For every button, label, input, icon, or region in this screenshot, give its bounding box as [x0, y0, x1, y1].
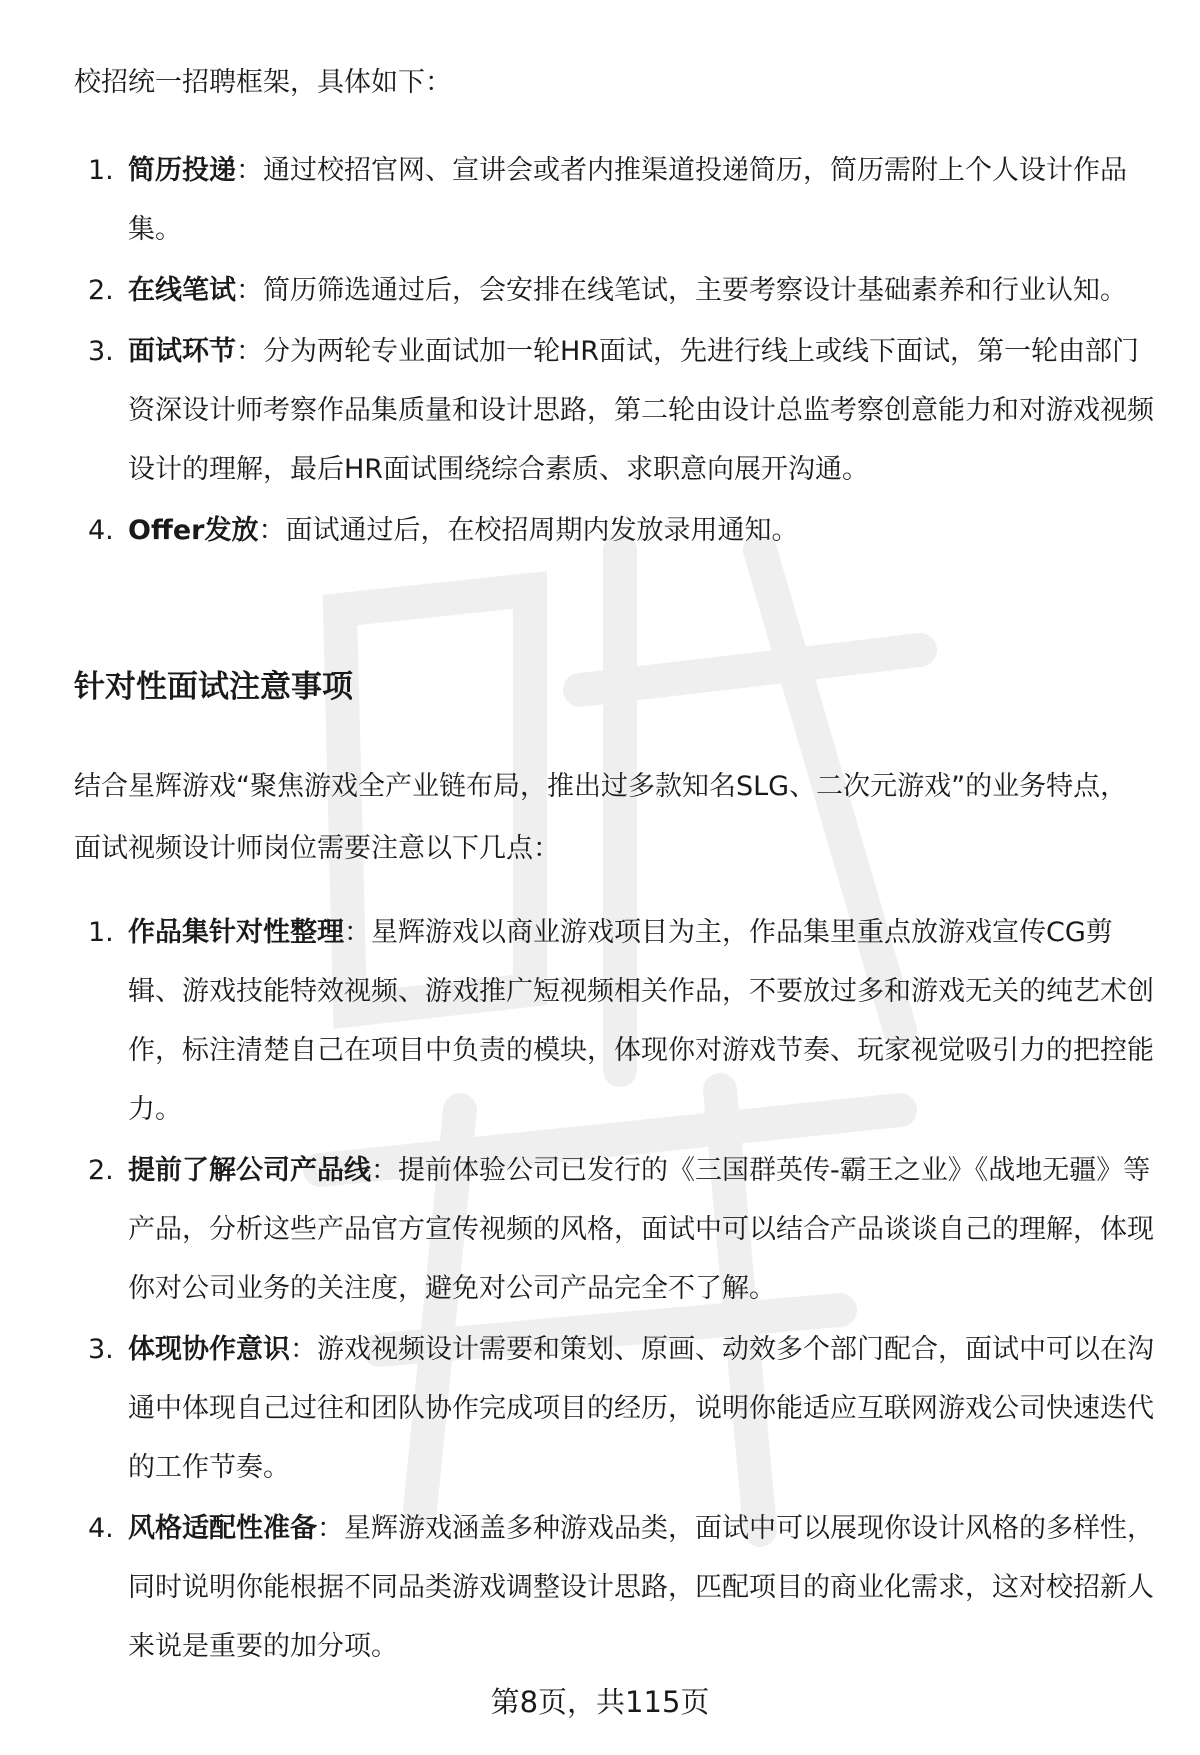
list-number: 4. [88, 515, 114, 546]
page-number: 第8页，共115页 [490, 1685, 710, 1719]
item-term: Offer发放 [128, 515, 259, 546]
list-number: 2. [88, 275, 114, 306]
interview-tips-list [74, 903, 1154, 1678]
list-item [74, 322, 1154, 499]
list-item [74, 141, 1154, 259]
list-number: 2. [88, 1155, 114, 1186]
list-number: 3. [88, 1334, 114, 1365]
list-number: 4. [88, 1513, 114, 1544]
item-term: 体现协作意识 [128, 1334, 290, 1365]
item-text: ：分为两轮专业面试加一轮HR面试，先进行线上或线下面试，第一轮由部门资深设计师考察作品集质量和设计思路，第二轮由设计总监考察创意能力和对游戏视频设计的理解，最后HR面试围绕综合素质、求职意向展开沟通。 [128, 336, 1154, 485]
list-item [74, 903, 1154, 1139]
item-text: ：面试通过后，在校招周期内发放录用通知。 [258, 515, 799, 546]
list-item [74, 261, 1154, 320]
item-text: ：星辉游戏以商业游戏项目为主，作品集里重点放游戏宣传CG剪辑、游戏技能特效视频、游戏推广短视频相关作品，不要放过多和游戏无关的纯艺术创作，标注清楚自己在项目中负责的模块，体现你对游戏节奏、玩家视觉吸引力的把控能力。 [128, 917, 1154, 1125]
list-item [74, 1141, 1154, 1318]
list-number: 3. [88, 336, 114, 367]
item-term: 提前了解公司产品线 [128, 1155, 371, 1186]
item-text: ：游戏视频设计需要和策划、原画、动效多个部门配合，面试中可以在沟通中体现自己过往和团队协作完成项目的经历，说明你能适应互联网游戏公司快速迭代的工作节奏。 [128, 1334, 1154, 1483]
item-text: ：星辉游戏涵盖多种游戏品类，面试中可以展现你设计风格的多样性，同时说明你能根据不同品类游戏调整设计思路，匹配项目的商业化需求，这对校招新人来说是重要的加分项。 [128, 1513, 1154, 1662]
list-number: 1. [88, 155, 114, 186]
section-heading: 针对性面试注意事项 [74, 669, 353, 705]
item-text: ：通过校招官网、宣讲会或者内推渠道投递简历，简历需附上个人设计作品集。 [128, 155, 1127, 245]
item-term: 简历投递 [128, 155, 236, 186]
list-number: 1. [88, 917, 114, 948]
list-item [74, 501, 1154, 560]
item-text: ：提前体验公司已发行的《三国群英传-霸王之业》《战地无疆》等产品，分析这些产品官方宣传视频的风格，面试中可以结合产品谈谈自己的理解，体现你对公司业务的关注度，避免对公司产品完全不了解。 [128, 1155, 1154, 1304]
item-term: 在线笔试 [128, 275, 236, 306]
item-term: 作品集针对性整理 [128, 917, 344, 948]
intro-text: 校招统一招聘框架，具体如下： [74, 67, 452, 98]
item-text: ：简历筛选通过后，会安排在线笔试，主要考察设计基础素养和行业认知。 [236, 275, 1127, 306]
section-paragraph: 结合星辉游戏“聚焦游戏全产业链布局，推出过多款知名SLG、二次元游戏”的业务特点，面试视频设计师岗位需要注意以下几点： [74, 771, 1128, 864]
item-term: 面试环节 [128, 336, 236, 367]
recruitment-process-list [74, 141, 1154, 562]
list-item [74, 1320, 1154, 1497]
list-item [74, 1499, 1154, 1676]
item-term: 风格适配性准备 [128, 1513, 317, 1544]
